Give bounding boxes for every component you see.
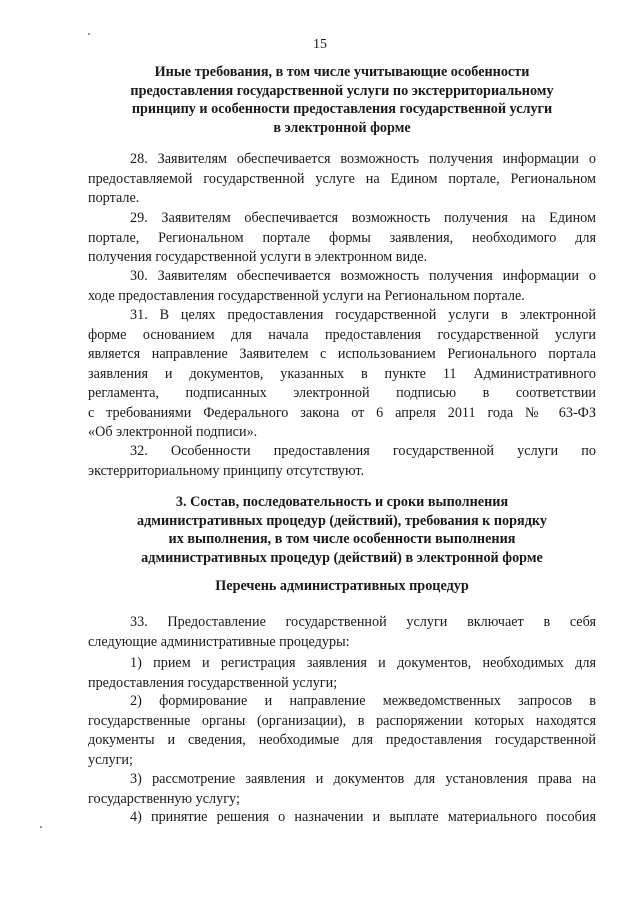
- list-item-4: [88, 808, 596, 828]
- list-item-3: [88, 770, 596, 809]
- list-item-2: [88, 692, 596, 770]
- text-line: 30. Заявителям обеспечивается возможность получения информации о: [130, 268, 596, 284]
- page-number: 15: [313, 37, 327, 52]
- paragraph-31: [88, 306, 596, 443]
- text-line: с требованиями Федерального закона от 6 апреля 2011 года № 63-ФЗ: [88, 404, 596, 421]
- text-line: заявления и документов, указанных в пункте 11 Административного: [88, 365, 596, 382]
- text-line: портале.: [88, 190, 140, 206]
- text-line: услуги;: [88, 751, 133, 768]
- text-line: предоставляемой государственной услуге на Едином портале, Региональном: [88, 170, 596, 187]
- section-heading-other-requirements: [88, 63, 596, 137]
- text-line: 29. Заявителям обеспечивается возможность получения на Едином: [130, 210, 596, 226]
- text-line: портале, Региональном портале формы заявления, необходимого для: [88, 229, 596, 246]
- heading-line: 3. Состав, последовательность и сроки выполнения: [175, 494, 509, 510]
- text-line: получения государственной услуги в электронном виде.: [88, 249, 428, 265]
- scan-artifact: [40, 826, 42, 828]
- list-item-1: [88, 654, 596, 693]
- text-line: 28. Заявителям обеспечивается возможность получения информации о: [130, 151, 596, 167]
- section-heading-3: [88, 493, 596, 567]
- heading-line: административных процедур (действий) в электронной форме: [141, 549, 543, 566]
- text-line: ходе предоставления государственной услуги на Региональном портале.: [88, 287, 525, 304]
- paragraph-33: [88, 613, 596, 652]
- text-line: следующие административные процедуры:: [88, 633, 350, 650]
- text-line: 32. Особенности предоставления государственной услуги по: [130, 443, 596, 459]
- paragraph-32: [88, 442, 596, 481]
- text-line: 31. В целях предоставления государственной услуги в электронной: [130, 307, 596, 323]
- heading-line: Иные требования, в том числе учитывающие особенности: [154, 64, 530, 80]
- paragraph-28: [88, 150, 596, 209]
- scan-artifact: [88, 33, 90, 35]
- heading-line: их выполнения, в том числе особенности выполнения: [168, 531, 516, 548]
- heading-line: в электронной форме: [273, 119, 411, 136]
- paragraph-29: [88, 209, 596, 268]
- heading-line: предоставления государственной услуги по экстерриториальному: [130, 82, 554, 99]
- text-line: регламента, подписанных электронной подписью в соответствии: [88, 385, 596, 401]
- heading-line: административных процедур (действий), требования к порядку: [137, 512, 547, 529]
- subheading-line: Перечень административных процедур: [215, 578, 469, 594]
- text-line: 33. Предоставление государственной услуги включает в себя: [130, 614, 596, 630]
- subheading-procedures-list: [88, 577, 596, 596]
- text-line: является направление Заявителем с использованием Регионального портала: [88, 346, 596, 362]
- heading-line: принципу и особенности предоставления государственной услуги: [131, 101, 553, 118]
- paragraph-30: [88, 267, 596, 306]
- text-line: «Об электронной подписи».: [88, 424, 258, 440]
- text-line: 1) прием и регистрация заявления и документов, необходимых для: [130, 655, 596, 671]
- text-line: государственную услугу;: [88, 790, 240, 807]
- text-line: 4) принятие решения о назначении и выплате материального пособия: [130, 809, 596, 825]
- text-line: предоставления государственной услуги;: [88, 674, 338, 691]
- text-line: форме основанием для начала предоставления государственной услуги: [88, 326, 596, 343]
- text-line: экстерриториальному принципу отсутствуют.: [88, 462, 365, 479]
- text-line: документы и сведения, необходимые для предоставления государственной: [88, 732, 596, 748]
- text-line: 2) формирование и направление межведомственных запросов в: [130, 693, 596, 709]
- text-line: 3) рассмотрение заявления и документов для установления права на: [130, 771, 596, 787]
- text-line: государственные органы (организации), в распоряжении которых находятся: [88, 712, 596, 729]
